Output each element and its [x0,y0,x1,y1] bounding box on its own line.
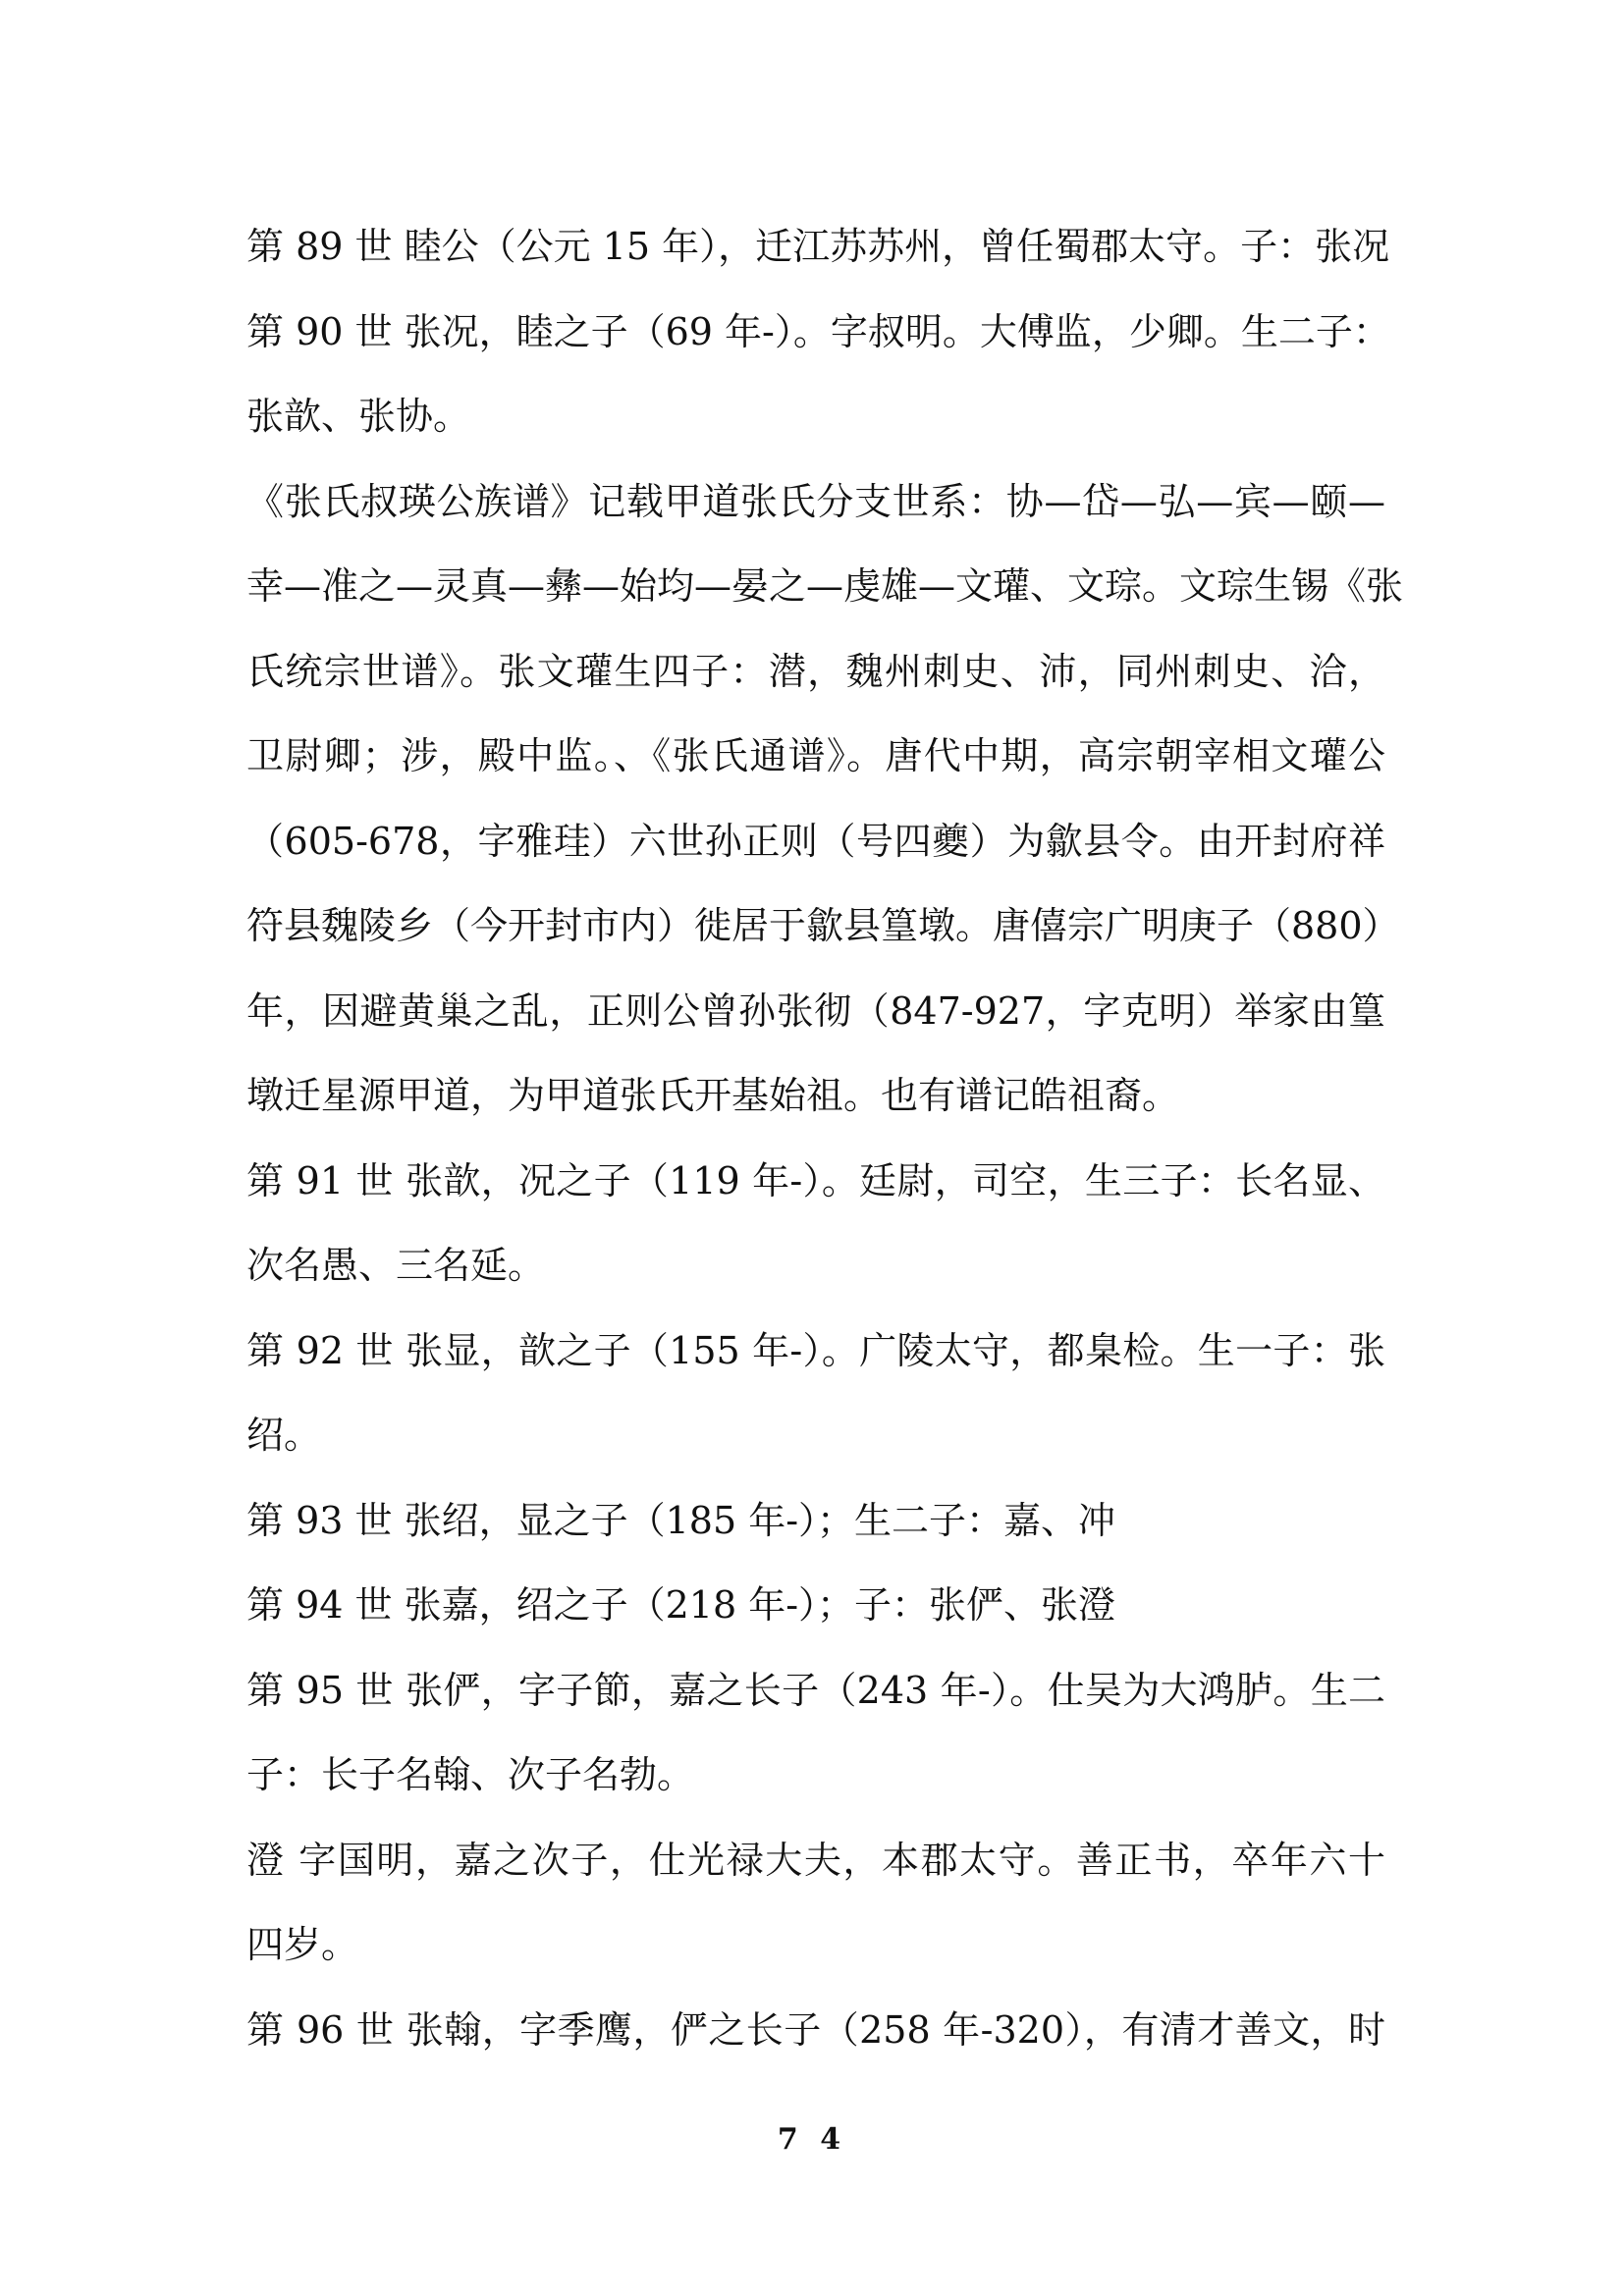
page-number: 7 4 [777,2122,847,2157]
text-line: 《张氏叔瑛公族谱》记载甲道张氏分支世系：协—岱—弘—宾—颐— [246,479,1385,523]
text-line: 幸—准之—灵真—彝—始均—晏之—虔雄—文瓘、文琮。文琮生锡《张 [246,564,1404,608]
text-line: 澄 字国明，嘉之次子，仕光禄大夫，本郡太守。善正书，卒年六十 [246,1838,1385,1882]
text-line: 墩迁星源甲道，为甲道张氏开基始祖。也有谱记皓祖裔。 [246,1074,1180,1117]
text-line: 次名愚、三名延。 [246,1244,546,1287]
text-line: 符县魏陵乡（今开封市内）徙居于歙县篁墩。唐僖宗广明庚子（880） [246,904,1400,947]
text-line: 第 92 世 张显，歆之子（155 年-）。广陵太守，都臬检。生一子：张 [246,1328,1385,1372]
body-text [246,204,1404,2072]
text-line: 第 95 世 张俨，字子節，嘉之长子（243 年-）。仕吴为大鸿胪。生二 [246,1668,1385,1712]
text-line: 第 94 世 张嘉，绍之子（218 年-）；子：张俨、张澄 [246,1583,1116,1627]
text-line: 第 91 世 张歆，况之子（119 年-）。廷尉，司空，生三子：长名显、 [246,1158,1385,1202]
text-line: 子：长子名翰、次子名勃。 [246,1753,695,1796]
text-line: 氏统宗世谱》。张文瓘生四子：潜，魏州刺史、沛，同州刺史、洽， [246,649,1385,693]
text-line: 第 96 世 张翰，字季鹰，俨之长子（258 年-320），有清才善文，时 [246,2007,1385,2052]
text-line: 绍。 [246,1414,322,1457]
text-line: 第 93 世 张绍，显之子（185 年-）；生二子：嘉、冲 [246,1498,1116,1542]
text-line: 张歆、张协。 [246,395,471,438]
text-line: 四岁。 [246,1923,359,1966]
text-line: 卫尉卿；涉，殿中监。、《张氏通谱》。唐代中期，高宗朝宰相文瓘公 [246,734,1385,777]
text-line: 年，因避黄巢之乱，正则公曾孙张彻（847-927，字克明）举家由篁 [246,988,1385,1033]
text-line: （605-678，字雅珪）六世孙正则（号四夔）为歙县令。由开封府祥 [246,819,1385,863]
text-line: 第 90 世 张况，睦之子（69 年-）。字叔明。大傅监，少卿。生二子： [246,309,1390,353]
text-line: 第 89 世 睦公（公元 15 年），迁江苏苏州，曾任蜀郡太守。子：张况 [246,225,1390,268]
